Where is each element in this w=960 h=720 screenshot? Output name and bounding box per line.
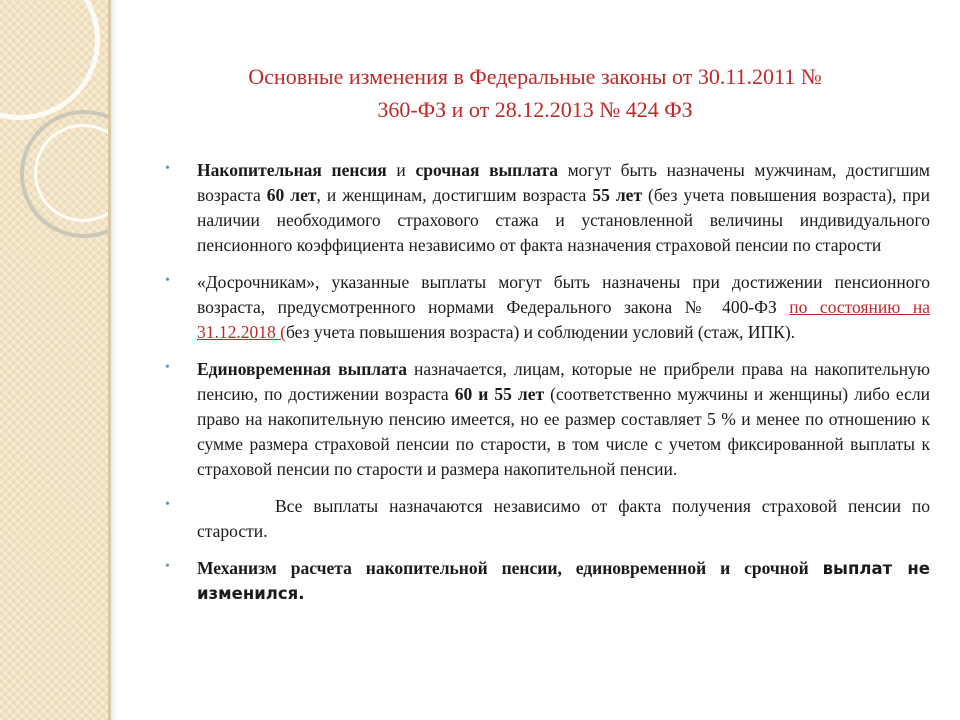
bullet-dot-icon: • [165, 273, 170, 288]
bullet-item-all-payments [165, 494, 930, 544]
text-fragment: (без учета повышения возраста), при наличии необходимого страхового стажа и установленной величины индивидуального пенсионного коэффициента независимо от факта назначения страховой пенсии по старости [197, 185, 931, 255]
text-fragment: , и женщинам, достигшим возраста [316, 185, 593, 205]
bullet-dot-icon: • [165, 360, 170, 375]
bullet-item-early-retirees [165, 270, 930, 345]
bullet-dot-icon: • [165, 497, 170, 512]
bullet-item-lump-sum [165, 357, 930, 482]
text-fragment: назначается, лицам, которые не прибрели права на накопительную пенсию, по достижении возраста [197, 359, 930, 404]
text-fragment: без учета повышения возраста) и соблюдении условий (стаж, ИПК). [285, 322, 796, 342]
text-fragment: Все выплаты назначаются независимо от факта получения страховой пенсии по старости. [197, 496, 930, 541]
text-fragment: «Досрочникам», указанные выплаты могут быть назначены при достижении пенсионного возраста, предусмотренного нормами Федерального закона № 400-ФЗ [197, 272, 930, 317]
bullet-dot-icon: • [165, 161, 170, 176]
bullet-item-funded-pension [165, 158, 930, 258]
term-funded-pension: Накопительная пенсия [197, 160, 387, 180]
term-urgent-payment: срочная выплата [415, 160, 558, 180]
age-men: 60 лет [266, 185, 317, 205]
slide-title-line-2: 360-ФЗ и от 28.12.2013 № 424 ФЗ [377, 97, 693, 122]
slide-title [175, 60, 895, 126]
decorative-sidebar [0, 0, 108, 720]
bullet-list [165, 158, 930, 618]
bullet-item-mechanism [165, 556, 930, 606]
sidebar-shadow [111, 0, 117, 720]
mechanism-statement: Механизм расчета накопительной пенсии, единовременной и срочной [197, 558, 823, 578]
term-lump-sum-payment: Единовременная выплата [197, 359, 407, 379]
slide-title-line-1: Основные изменения в Федеральные законы от 30.11.2011 № [248, 64, 822, 89]
date-link[interactable]: по состоянию на 31.12.2018 ( [197, 297, 930, 342]
text-fragment: и [386, 160, 416, 180]
text-fragment: (соответственно мужчины и женщины) либо если право на накопительную пенсию имеется, но ее размер составляет 5 % и менее по отношению к сумме размера страховой пенсии по старости, в том числе с учетом фиксированной выплаты к страховой пенсии по старости и размера накопительной пенсии. [197, 384, 930, 479]
ages-men-women: 60 и 55 лет [454, 384, 545, 404]
text-fragment: могут быть назначены мужчинам, достигшим возраста [197, 160, 931, 205]
decorative-ring-icon [0, 0, 100, 120]
age-women: 55 лет [592, 185, 643, 205]
mechanism-statement-end: выплат не изменился. [197, 559, 930, 603]
bullet-dot-icon: • [165, 559, 170, 574]
